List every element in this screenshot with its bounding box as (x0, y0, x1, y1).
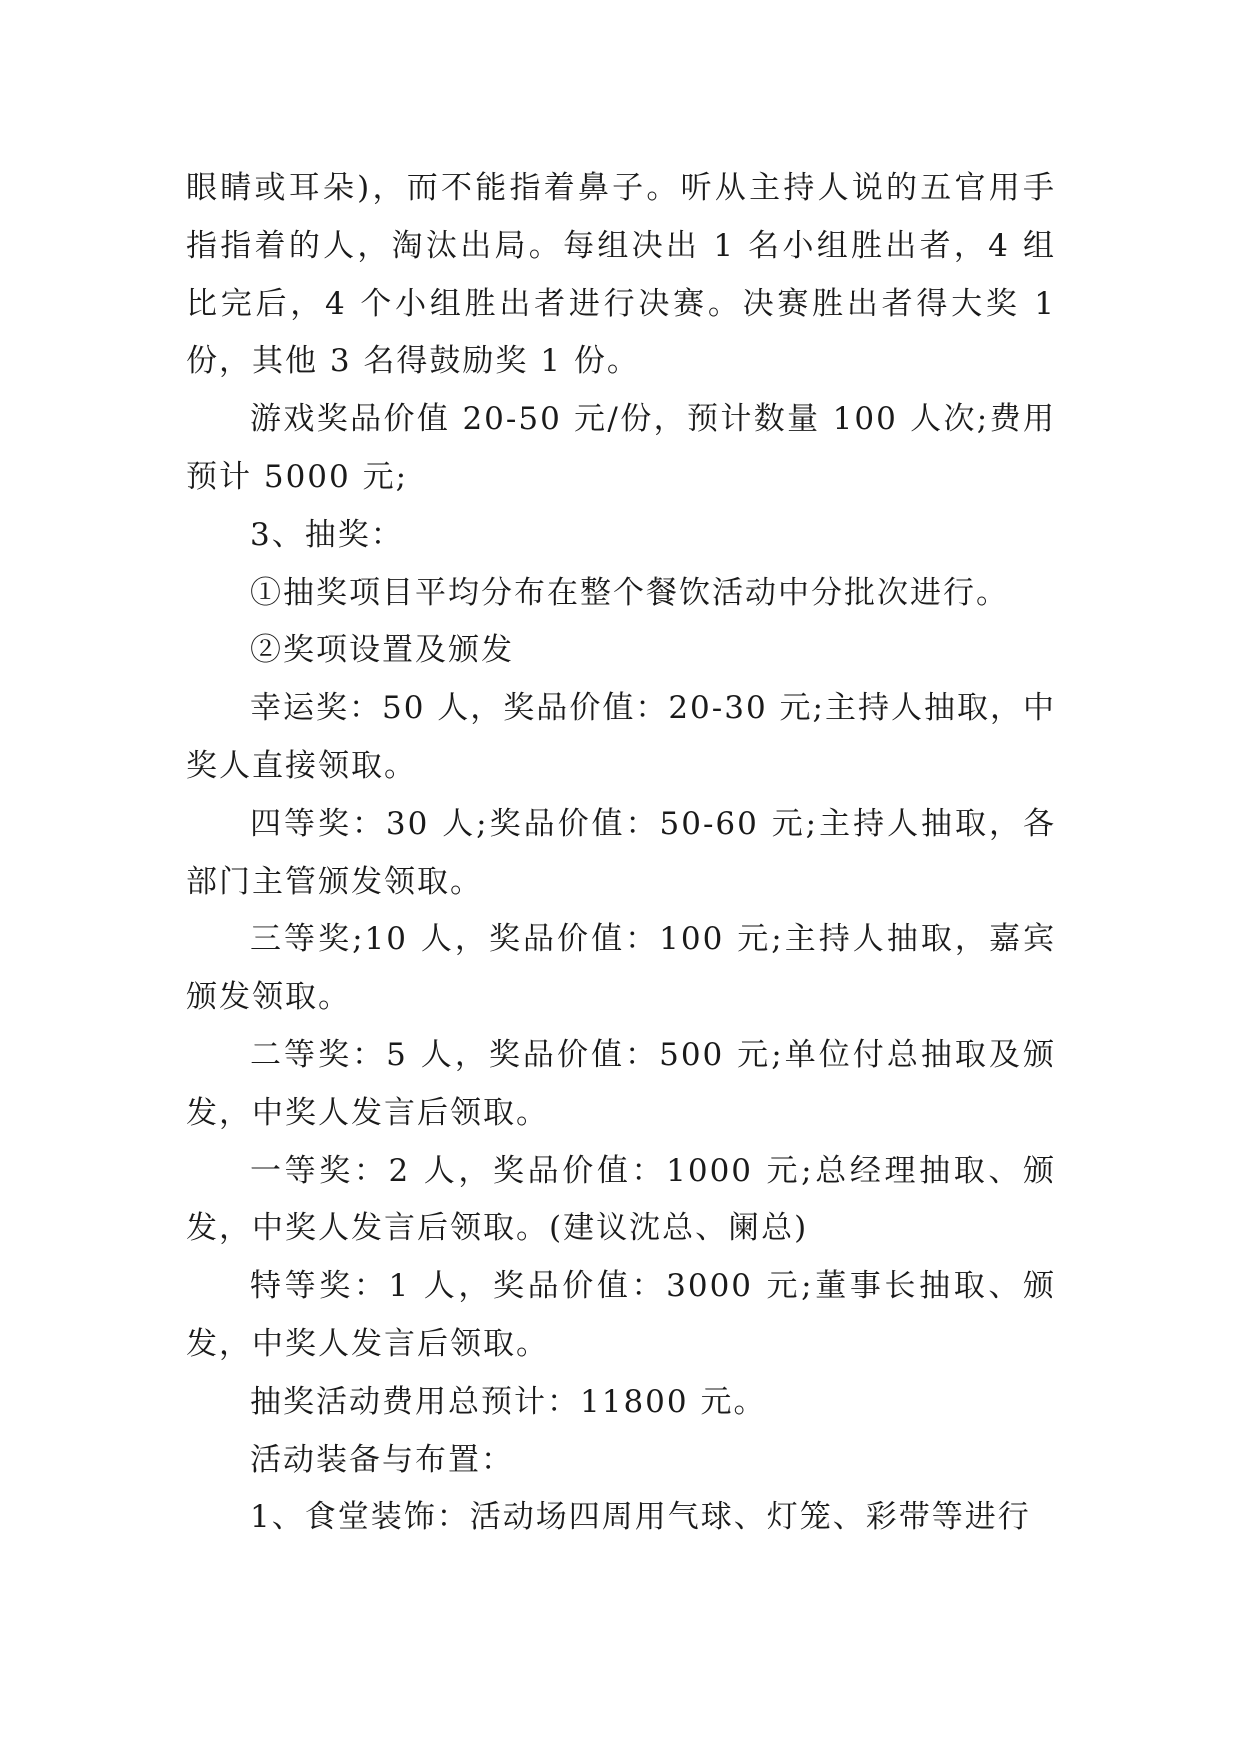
paragraph-first-prize: 一等奖：2 人，奖品价值：1000 元;总经理抽取、颁发，中奖人发言后领取。(建议沈总、阑总) (186, 1152, 1056, 1247)
paragraph-lottery-total: 抽奖活动费用总预计：11800 元。 (250, 1383, 767, 1420)
paragraph-second-prize: 二等奖：5 人，奖品价值：500 元;单位付总抽取及颁发，中奖人发言后领取。 (186, 1036, 1056, 1131)
document-body (186, 160, 1056, 1547)
paragraph-game-prize-cost: 游戏奖品价值 20-50 元/份，预计数量 100 人次;费用预计 5000 元; (186, 401, 1056, 495)
paragraph-cafeteria-decoration: 1、食堂装饰：活动场四周用气球、灯笼、彩带等进行 (250, 1499, 1031, 1536)
paragraph-fourth-prize: 四等奖：30 人;奖品价值：50-60 元;主持人抽取，各部门主管颁发领取。 (186, 805, 1056, 900)
paragraph-third-prize: 三等奖;10 人，奖品价值：100 元;主持人抽取，嘉宾颁发领取。 (186, 921, 1056, 1016)
paragraph-grand-prize: 特等奖：1 人，奖品价值：3000 元;董事长抽取、颁发，中奖人发言后领取。 (186, 1268, 1056, 1362)
paragraph-equipment-heading: 活动装备与布置： (250, 1441, 514, 1478)
paragraph-lottery-distribution: ①抽奖项目平均分布在整个餐饮活动中分批次进行。 (250, 574, 1009, 611)
paragraph-lottery-heading: 3、抽奖： (250, 516, 404, 553)
paragraph-prize-setup: ②奖项设置及颁发 (250, 632, 514, 669)
paragraph-game-rules: 眼睛或耳朵)，而不能指着鼻子。听从主持人说的五官用手指指着的人，淘汰出局。每组决出 1 名小组胜出者，4 组比完后，4 个小组胜出者进行决赛。决赛胜出者得大奖 1 份，其他 3 名得鼓励奖 1 份。 (186, 170, 1056, 380)
paragraph-lucky-prize: 幸运奖：50 人，奖品价值：20-30 元;主持人抽取，中奖人直接领取。 (186, 690, 1056, 784)
